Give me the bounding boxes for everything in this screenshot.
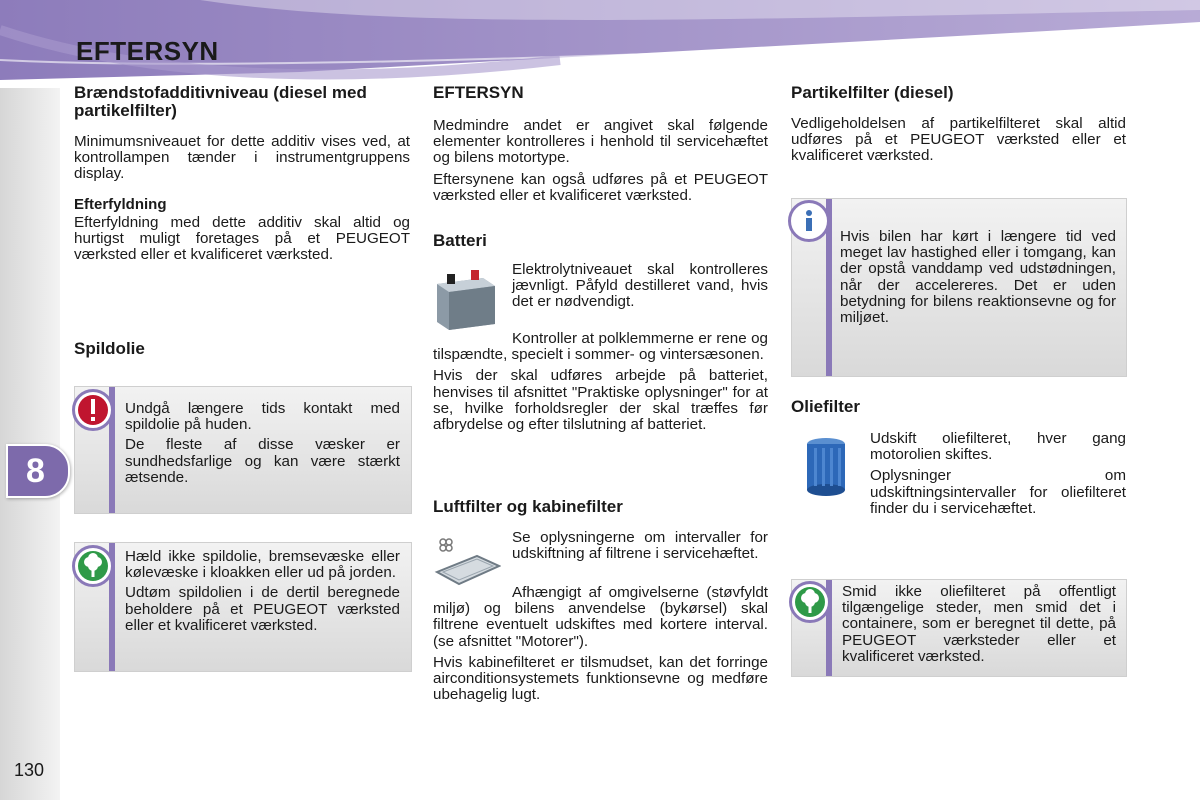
warning-icon — [72, 389, 114, 431]
oilfilter-heading: Oliefilter — [791, 397, 860, 416]
info-text: Hvis bilen har kørt i længere tid ved meget lav hastighed eller i tomgang, kan der opstå vanddamp ved udstødningen, når der accelereres. Det er uden betydning for bilens reaktionsevne og for miljøet. — [840, 228, 1116, 327]
filter-text-block — [512, 530, 768, 567]
warning-text-2: De fleste af disse væsker er sundhedsfarlige og kan være stærkt ætsende. — [125, 436, 400, 486]
particle-text: Vedligeholdelsen af partikelfilteret skal altid udføres på et PEUGEOT værksted eller et kvalificeret værksted. — [791, 115, 1126, 165]
filter-text-3: Hvis kabinefilteret er tilsmudset, kan det forringe airconditionsystemets funktionsevne og medføre ubehagelig lugt. — [433, 653, 768, 704]
oil-text-2: Oplysninger om udskiftningsintervaller for oliefilteret finder du i servicehæftet. — [870, 467, 1126, 517]
refill-subheading: Efterfyldning — [74, 195, 167, 213]
battery-text-block-2 — [433, 331, 768, 438]
eftersyn-text-2: Eftersynene kan også udføres på et PEUGEOT værksted eller et kvalificeret værksted. — [433, 170, 768, 204]
filter-icon — [433, 536, 501, 588]
refill-text: Efterfyldning med dette additiv skal altid og hurtigst muligt foretages på et PEUGEOT værksted eller et kvalificeret værksted. — [74, 213, 410, 264]
page-title: EFTERSYN — [76, 36, 219, 66]
battery-heading: Batteri — [433, 231, 487, 250]
eco-note-1 — [74, 542, 412, 672]
info-note — [791, 198, 1127, 377]
eco-note-2 — [791, 579, 1127, 677]
eco-text-3: Smid ikke oliefilteret på offentligt tilgængelige steder, men smid det i containere, som er beregnet til dette, på PEUGEOT værksteder eller et kvalificeret værksted. — [842, 583, 1116, 665]
filter-text-2: Afhængigt af omgivelserne (støvfyldt miljø) og bilens anvendelse (bykørsel) skal filtrene eventuelt udskiftes med kortere interval. (se afsnittet "Motorer"). — [433, 584, 768, 650]
additive-text: Minimumsniveauet for dette additiv vises ved, at kontrollampen tænder i instrumentgruppens display. — [74, 133, 410, 183]
column-3 — [791, 84, 1126, 170]
filter-heading: Luftfilter og kabinefilter — [433, 497, 623, 516]
eftersyn-heading: EFTERSYN — [433, 83, 524, 102]
battery-text-block — [512, 262, 768, 316]
oil-text-block — [870, 431, 1126, 522]
battery-text-2: Kontroller at polklemmerne er rene og tilspændte, specielt i sommer- og vintersæsonen. — [433, 330, 768, 364]
filter-text-block-2 — [433, 585, 768, 708]
chapter-tab[interactable] — [6, 444, 70, 498]
filter-text-1: Se oplysningerne om intervaller for udskiftning af filtrene i servicehæftet. — [512, 529, 768, 563]
eftersyn-text-1: Medmindre andet er angivet skal følgende elementer kontrolleres i henhold til servicehæftet og bilens motortype. — [433, 117, 768, 167]
warning-note — [74, 386, 412, 514]
battery-text-3: Hvis der skal udføres arbejde på batteriet, henvises til afsnittet "Praktiske oplysninger" for at se, hvilke forholdsregler der skal træffes før afbrydelse og efter tilslutning af batteriet. — [433, 367, 768, 434]
particle-heading: Partikelfilter (diesel) — [791, 83, 954, 102]
column-2 — [433, 84, 768, 209]
eco-text-1: Hæld ikke spildolie, bremsevæske eller kølevæske i kloakken eller ud på jorden. — [125, 548, 400, 582]
battery-text-1: Elektrolytniveauet skal kontrolleres jævnligt. Påfyld destilleret vand, hvis det er nødvendigt. — [512, 261, 768, 311]
oil-text-1: Udskift oliefilteret, hver gang motorolien skiftes. — [870, 430, 1126, 464]
additive-heading: Brændstofadditivniveau (diesel med partikelfilter) — [74, 83, 367, 120]
spildolie-heading: Spildolie — [74, 339, 145, 358]
chapter-number: 8 — [26, 452, 45, 490]
info-icon — [788, 200, 830, 242]
tree-icon — [72, 545, 114, 587]
battery-icon — [433, 264, 497, 332]
warning-text-1: Undgå længere tids kontakt med spildolie på huden. — [125, 400, 400, 434]
tree-icon — [789, 581, 831, 623]
oil-filter-icon — [802, 436, 850, 498]
eco-text-2: Udtøm spildolien i de dertil beregnede beholdere på et PEUGEOT værksted eller et kvalificeret værksted. — [125, 584, 400, 634]
column-1 — [74, 84, 410, 268]
page-number: 130 — [14, 760, 45, 780]
